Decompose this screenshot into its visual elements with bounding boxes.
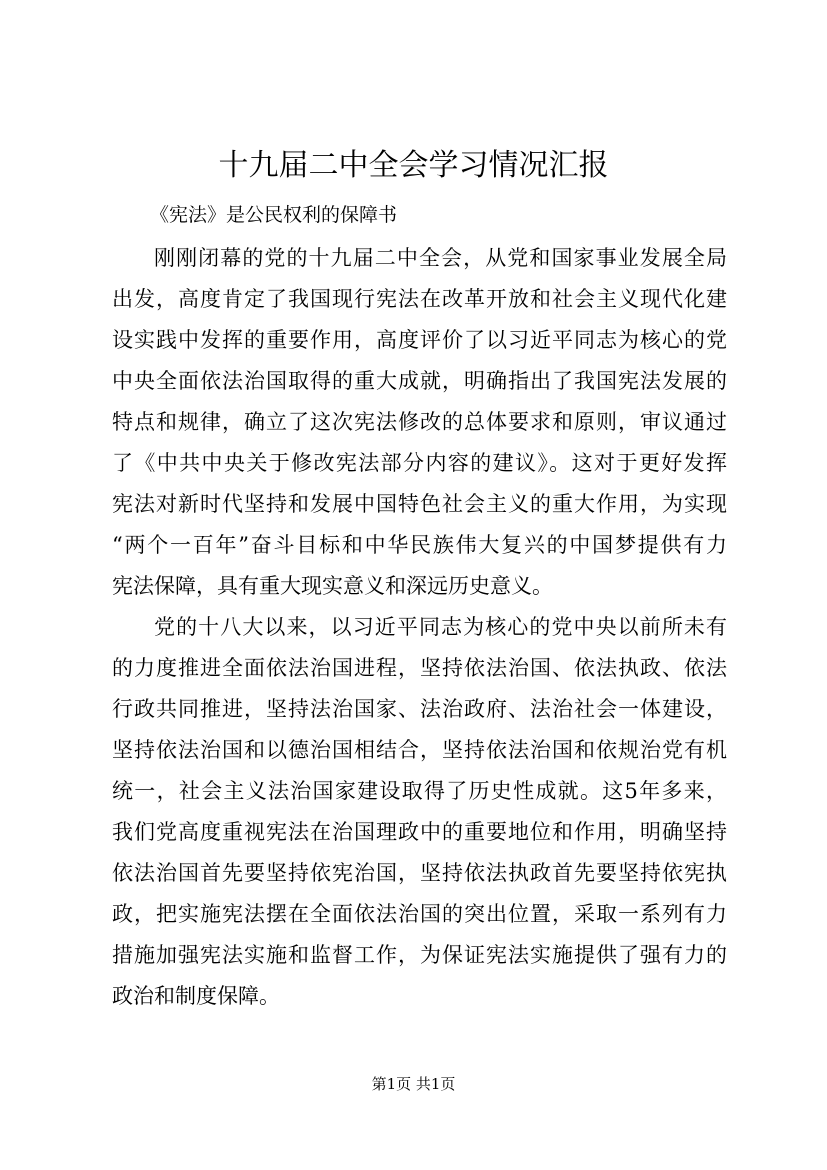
paragraph-line: 党的十八大以来，以习近平同志为核心的党中央以前所未有 bbox=[154, 615, 727, 639]
paragraph-line: 中央全面依法治国取得的重大成就，明确指出了我国宪法发展的 bbox=[112, 369, 727, 393]
paragraph-1 bbox=[112, 238, 727, 607]
paragraph-2 bbox=[112, 607, 727, 1017]
paragraph-line: 依法治国首先要坚持依宪治国，坚持依法执政首先要坚持依宪执 bbox=[112, 861, 727, 885]
paragraph-line: 坚持依法治国和以德治国相结合，坚持依法治国和依规治党有机 bbox=[112, 738, 727, 762]
document-body bbox=[112, 238, 727, 1017]
paragraph-line: 行政共同推进，坚持法治国家、法治政府、法治社会一体建设， bbox=[112, 697, 727, 721]
paragraph-line: 的力度推进全面依法治国进程，坚持依法治国、依法执政、依法 bbox=[112, 656, 727, 680]
paragraph-line: 统一，社会主义法治国家建设取得了历史性成就。这5年多来， bbox=[112, 779, 727, 803]
page-number-footer: 第1页 共1页 bbox=[371, 1075, 456, 1093]
paragraph-line: 政，把实施宪法摆在全面依法治国的突出位置，采取一系列有力 bbox=[112, 902, 727, 926]
document-subtitle: 《宪法》是公民权利的保障书 bbox=[150, 204, 398, 226]
paragraph-line: 我们党高度重视宪法在治国理政中的重要地位和作用，明确坚持 bbox=[112, 820, 727, 844]
paragraph-line: 出发，高度肯定了我国现行宪法在改革开放和社会主义现代化建 bbox=[112, 287, 727, 311]
paragraph-line: 政治和制度保障。 bbox=[112, 984, 280, 1008]
paragraph-line: “两个一百年”奋斗目标和中华民族伟大复兴的中国梦提供有力 bbox=[112, 533, 727, 557]
paragraph-line: 刚刚闭幕的党的十九届二中全会，从党和国家事业发展全局 bbox=[154, 246, 727, 270]
paragraph-line: 了《中共中央关于修改宪法部分内容的建议》。这对于更好发挥 bbox=[112, 451, 727, 475]
document-title: 十九届二中全会学习情况汇报 bbox=[218, 148, 609, 183]
paragraph-line: 特点和规律，确立了这次宪法修改的总体要求和原则，审议通过 bbox=[112, 410, 727, 434]
paragraph-line: 设实践中发挥的重要作用，高度评价了以习近平同志为核心的党 bbox=[112, 328, 727, 352]
paragraph-line: 宪法对新时代坚持和发展中国特色社会主义的重大作用，为实现 bbox=[112, 492, 727, 516]
paragraph-line: 措施加强宪法实施和监督工作，为保证宪法实施提供了强有力的 bbox=[112, 943, 727, 967]
paragraph-line: 宪法保障，具有重大现实意义和深远历史意义。 bbox=[112, 574, 553, 598]
